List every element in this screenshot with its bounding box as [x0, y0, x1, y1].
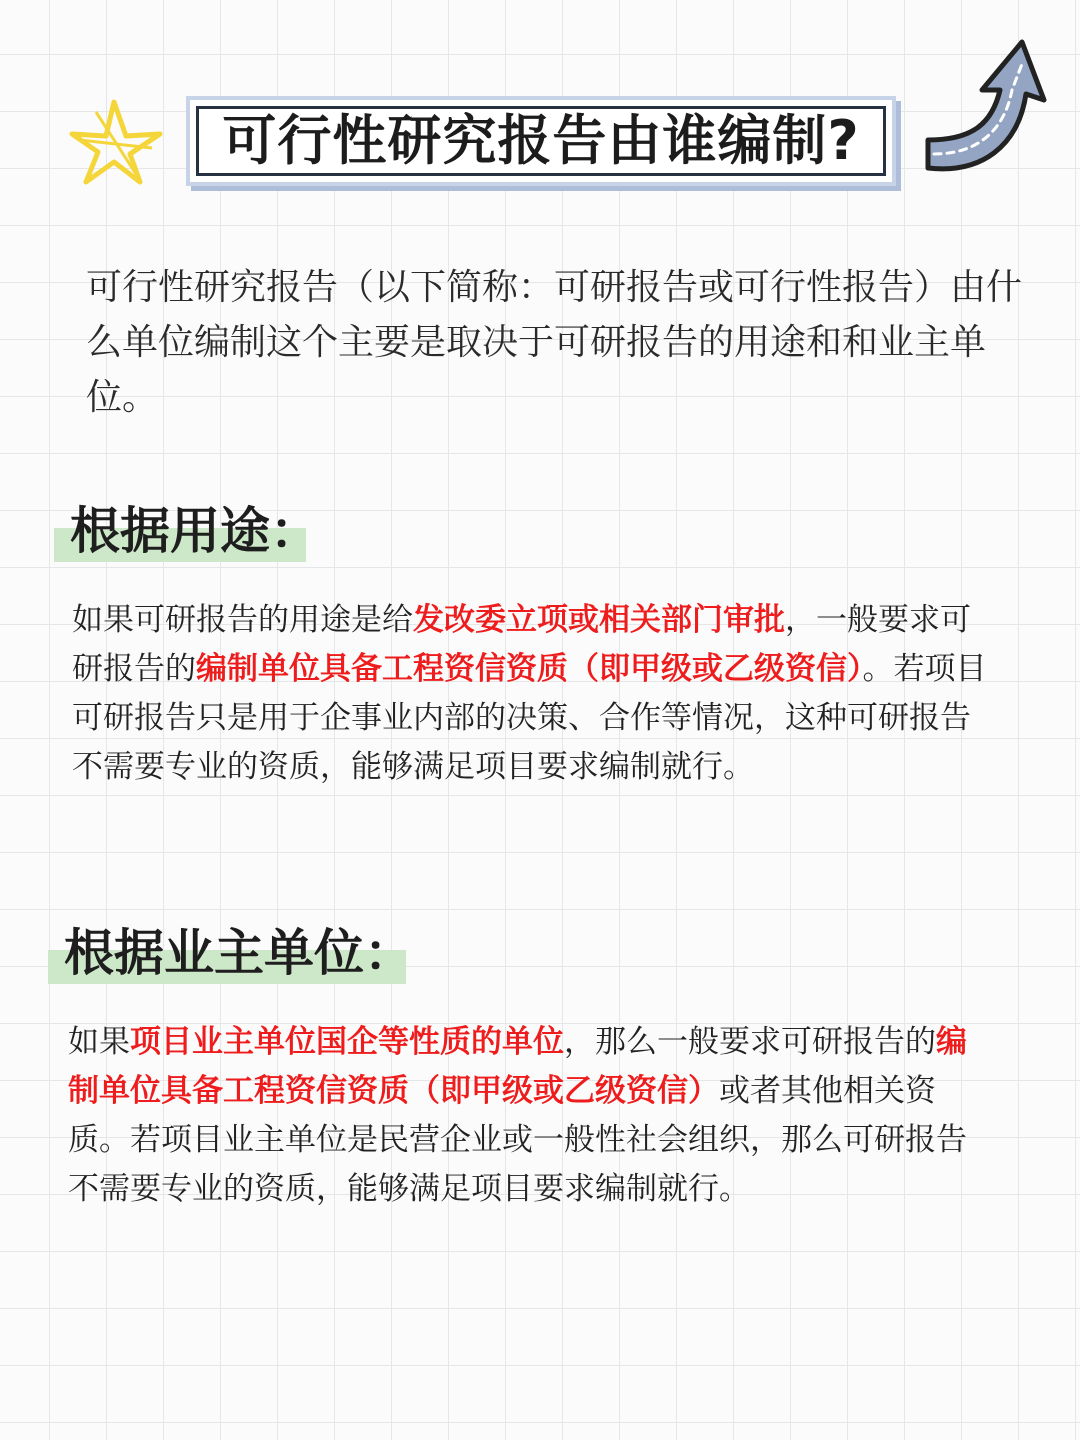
page-title: 可行性研究报告由谁编制?: [222, 109, 860, 172]
section-paragraph-purpose: [72, 596, 997, 792]
title-box: [186, 96, 896, 186]
paragraph-text: 如果可研报告的用途是给: [72, 602, 413, 638]
paragraph-text: 。若项目可研报告只是用于企事业内部的决策、合作等情况，这种可研报告不需要专业的资质，能够满足项目要求编制就行。: [72, 651, 987, 785]
curved-arrow-icon: [920, 36, 1048, 186]
section-paragraph-owner: [68, 1018, 993, 1214]
highlight-text: 编制单位具备工程资信资质（即甲级或乙级资信）: [196, 651, 863, 687]
paragraph-text: 或者其他相关资质。若项目业主单位是民营企业或一般性社会组织，那么可研报告不需要专业的资质，能够满足项目要求编制就行。: [68, 1073, 967, 1207]
section-heading-purpose: 根据用途：: [70, 502, 320, 560]
star-icon: [66, 96, 166, 186]
section-heading-owner: 根据业主单位：: [64, 924, 414, 982]
paragraph-text: ，那么一般要求可研报告的: [564, 1024, 936, 1060]
highlight-text: 编制单位具备工程资信资质（即甲级或乙级资信）: [68, 1024, 967, 1109]
highlight-text: 发改委立项或相关部门审批: [413, 602, 785, 638]
highlight-text: 项目业主单位国企等性质的单位: [130, 1024, 564, 1060]
paragraph-text: ，一般要求可研报告的: [72, 602, 971, 687]
paragraph-text: 如果: [68, 1024, 130, 1060]
intro-paragraph: 可行性研究报告（以下简称：可研报告或可行性报告）由什么单位编制这个主要是取决于可研报告的用途和和业主单位。: [86, 267, 1023, 418]
